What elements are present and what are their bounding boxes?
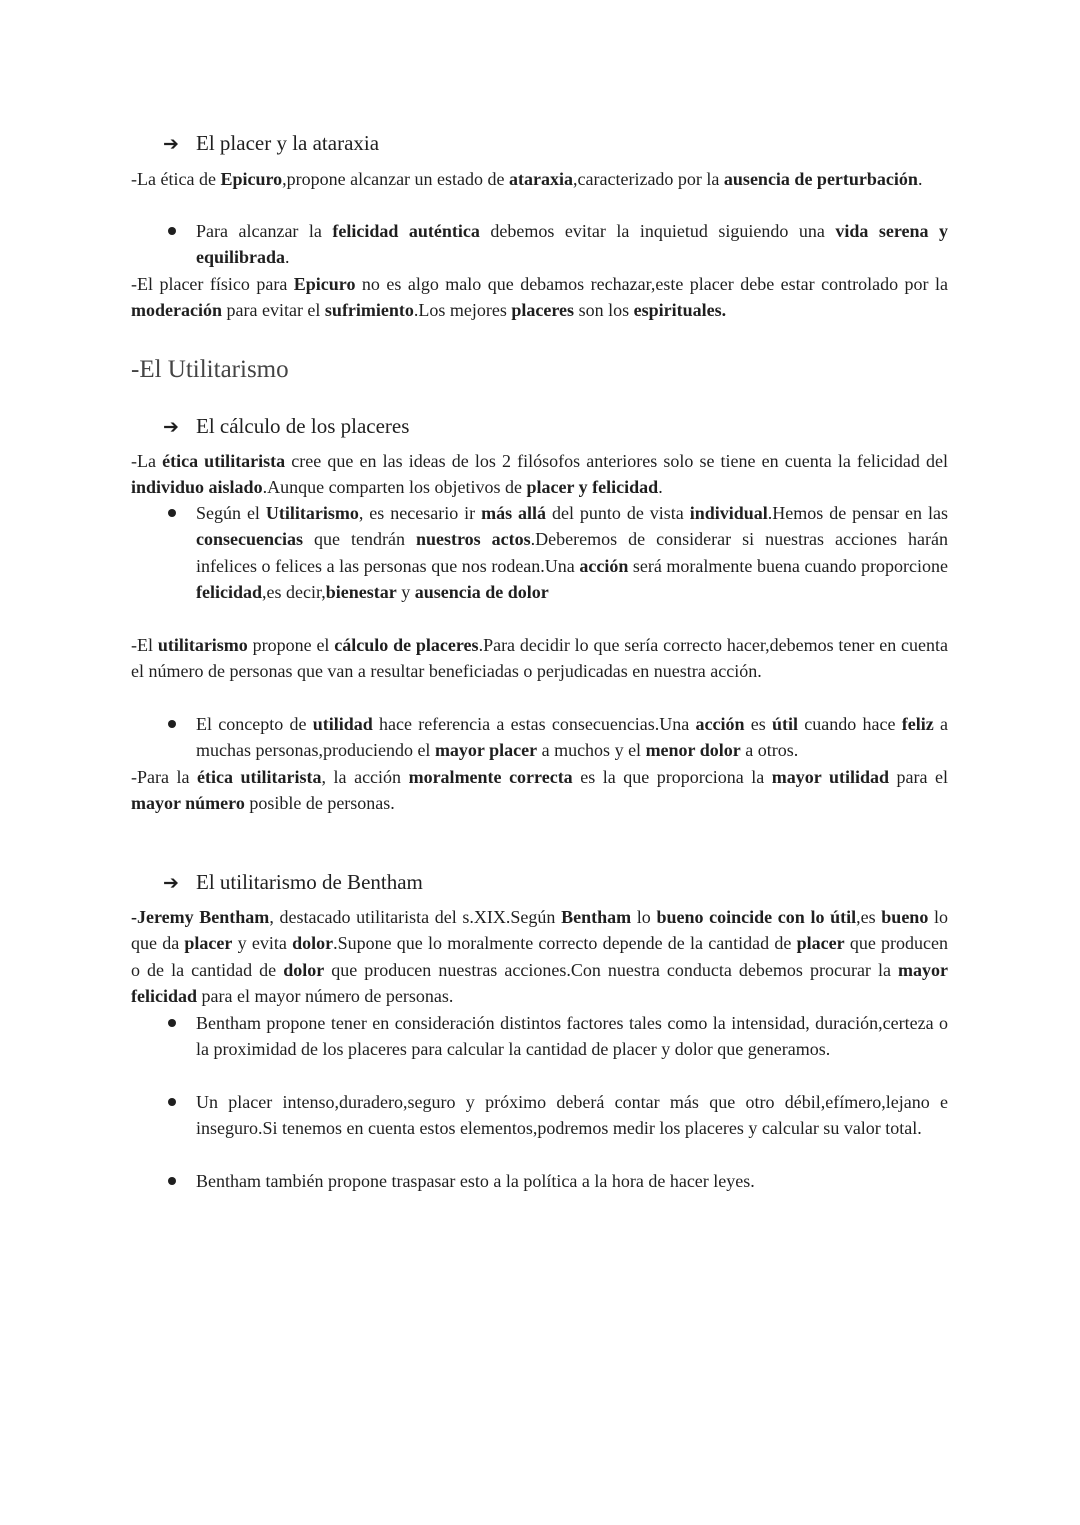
bullet-dot-icon <box>168 1177 176 1185</box>
bullet-factores-placeres: Bentham propone tener en consideración distintos factores tales como la intensidad, duración,certeza o la proximidad de los placeres para calcular la cantidad de placer y dolor que generamos. <box>196 1013 948 1060</box>
section-heading-utilitarismo: -El Utilitarismo <box>131 356 289 383</box>
bullet-concepto-utilidad: El concepto de utilidad hace referencia a estas consecuencias.Una acción es útil cuando hace feliz a muchas personas,produciendo el mayor placer a muchos y el menor dolor a otros. <box>196 714 948 761</box>
bullet-mas-alla-individual: Según el Utilitarismo, es necesario ir más allá del punto de vista individual.Hemos de pensar en las consecuencias que tendrán nuestros actos.Deberemos de considerar si nuestras acciones harán infelices o felices a las personas que nos rodean.Una acción será moralmente buena cuando proporcione felicidad,es decir,bienestar y ausencia de dolor <box>196 503 948 603</box>
bullet-placer-intenso: Un placer intenso,duradero,seguro y próximo deberá contar más que otro débil,efímero,lejano e inseguro.Si tenemos en cuenta estos elementos,podremos medir los placeres y calcular su valor total. <box>196 1092 948 1139</box>
bullet-dot-icon <box>168 1019 176 1027</box>
bullet-dot-icon <box>168 509 176 517</box>
subheading-placer-ataraxia: ➔ El placer y la ataraxia <box>163 129 379 158</box>
bullet-dot-icon <box>168 227 176 235</box>
arrow-bullet-icon: ➔ <box>163 416 179 438</box>
arrow-bullet-icon: ➔ <box>163 872 179 894</box>
subheading-calculo-placeres: ➔ El cálculo de los placeres <box>163 412 409 441</box>
bullet-felicidad-autentica: Para alcanzar la felicidad auténtica debemos evitar la inquietud siguiendo una vida serena y equilibrada. <box>196 221 948 268</box>
paragraph-jeremy-bentham: -Jeremy Bentham, destacado utilitarista del s.XIX.Según Bentham lo bueno coincide con lo útil,es bueno lo que da placer y evita dolor.Supone que lo moralmente correcto depende de la cantidad de placer que producen o de la cantidad de dolor que producen nuestras acciones.Con nuestra conducta debemos procurar la mayor felicidad para el mayor número de personas. <box>131 907 949 1007</box>
paragraph-accion-moralmente-correcta: -Para la ética utilitarista, la acción moralmente correcta es la que proporciona la mayor utilidad para el mayor número posible de personas. <box>131 767 949 814</box>
paragraph-epicuro-ataraxia: -La ética de Epicuro,propone alcanzar un estado de ataraxia,caracterizado por la ausencia de perturbación. <box>131 169 923 189</box>
bullet-dot-icon <box>168 1098 176 1106</box>
paragraph-etica-utilitarista: -La ética utilitarista cree que en las ideas de los 2 filósofos anteriores solo se tiene en cuenta la felicidad del individuo aislado.Aunque comparten los objetivos de placer y felicidad. <box>131 451 949 498</box>
paragraph-placer-fisico: -El placer físico para Epicuro no es algo malo que debamos rechazar,este placer debe estar controlado por la moderación para evitar el sufrimiento.Los mejores placeres son los espirituales. <box>131 274 948 321</box>
bullet-politica-leyes: Bentham también propone traspasar esto a la política a la hora de hacer leyes. <box>196 1171 755 1191</box>
subheading-utilitarismo-bentham: ➔ El utilitarismo de Bentham <box>163 868 423 897</box>
paragraph-calculo-de-placeres: -El utilitarismo propone el cálculo de placeres.Para decidir lo que sería correcto hacer,debemos tener en cuenta el número de personas que van a resultar beneficiadas o perjudicadas en nuestra acción. <box>131 635 949 682</box>
arrow-bullet-icon: ➔ <box>163 133 179 155</box>
bullet-dot-icon <box>168 720 176 728</box>
